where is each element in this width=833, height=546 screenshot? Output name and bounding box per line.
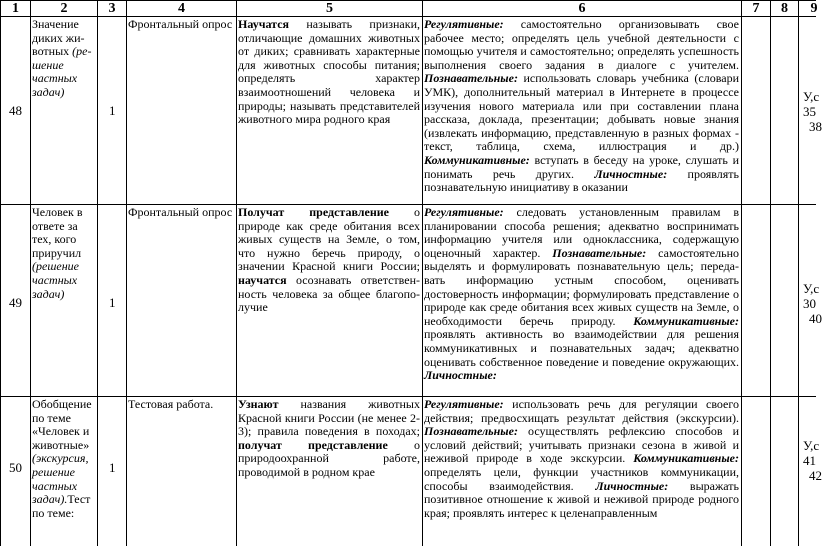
header-col-1: 1 xyxy=(12,1,19,16)
lesson-topic xyxy=(32,18,97,203)
lesson-number: 48 xyxy=(9,103,22,118)
uud-label-personal: Личностные: xyxy=(595,478,669,493)
subject-results-text-2: осознавать ответствен-ность человека за общее благопо-лучие xyxy=(238,272,420,315)
header-col-3: 3 xyxy=(108,1,116,16)
control-form: Фронтальный опрос xyxy=(128,17,233,31)
header-col-8: 8 xyxy=(781,1,788,16)
pages-to: 38 xyxy=(809,119,822,134)
lesson-topic-test: Тест по теме: xyxy=(32,492,91,520)
uud-text-regulative: самостоятельно организовывать свое рабочее место; определять цель учебной деятельности с помощью учителя и самостоятельно; определять успешность выполнения своего задания в диалоге с учителем. xyxy=(424,17,739,72)
subject-results-lead-2: получат представление xyxy=(238,437,388,452)
uud-label-communicative: Коммуникативные: xyxy=(633,451,739,466)
header-col-5: 5 xyxy=(326,1,333,16)
header-col-2: 2 xyxy=(60,1,68,16)
lesson-number: 49 xyxy=(9,295,22,310)
pages-cell xyxy=(803,89,833,137)
uud-text-cognitive: самостоятельно выделять и формулировать познавательную цель; переда-вать информацию устным способом, оценивать достоверность информации; формулировать представление о природе как среде обитания всех живых существ на Земле, о необходимости беречь природу. xyxy=(424,245,739,328)
subject-results-lead: Научатся xyxy=(238,17,290,31)
lesson-hours: 1 xyxy=(109,295,116,310)
uud-results xyxy=(424,18,739,203)
lesson-topic-title: Человек в ответе за тех, кого приручил xyxy=(32,205,83,260)
uud-label-communicative: Коммуникативные: xyxy=(633,313,739,328)
pages-from: 35 xyxy=(803,104,816,119)
control-form: Фронтальный опрос xyxy=(128,205,233,219)
header-col-7: 7 xyxy=(752,1,760,16)
uud-text-cognitive: использовать словарь учебника (словари УМК), дополнительный материал в Интернете в процессе изучения нового материала или при составлении плана рассказа, доклада, презентации; добывать новые знания (извлекать информацию, представленную в разных формах - текст, таблица, схема, иллюстрация и др.) xyxy=(424,71,739,154)
uud-label-cognitive: Познавательные: xyxy=(552,245,647,260)
pages-from: 41 xyxy=(803,453,816,468)
lesson-topic xyxy=(32,398,97,546)
uud-text-regulative: следовать установленным правилам в планировании способа решения; адекватно воспринимать информацию учителя или одноклассника, содержащую оценочный характер. xyxy=(424,205,739,260)
uud-text-communicative: определять цели, функции участников коммуникации, способы взаимодействия. xyxy=(424,464,739,493)
uud-label-cognitive: Познавательные: xyxy=(424,71,518,86)
lesson-number: 50 xyxy=(9,460,22,475)
subject-results-lead-2: научатся xyxy=(238,272,287,287)
uud-text-communicative: проявлять активность во взаимодействии для решения коммуникативных и познавательных задач; адекватно оценивать собственное поведение и поведение окружающих. xyxy=(424,327,739,369)
uud-results xyxy=(424,206,739,395)
uud-label-cognitive: Познавательные: xyxy=(424,424,518,439)
pages-cell xyxy=(803,281,833,329)
lesson-topic xyxy=(32,206,97,395)
lesson-hours: 1 xyxy=(109,103,116,118)
uud-text-communicative: вступать в беседу на уроке, слушать и понимать речь других. xyxy=(424,152,739,181)
uud-text-personal: проявлять познавательную инициативу в оказании xyxy=(424,166,739,195)
pages-cell xyxy=(803,438,833,486)
subject-results xyxy=(238,398,420,546)
uud-results xyxy=(424,398,739,546)
pages-type: У,с xyxy=(803,281,820,296)
uud-text-cognitive: осуществлять рефлексию способов и условий действий; учитывать признаки сезона в живой и неживой природе в ходе экскурсии. xyxy=(424,424,739,466)
lesson-topic-type: (решение частных задач) xyxy=(32,259,79,301)
subject-results-text: называть признаки, отличающие домашних животных от диких; сравнивать характерные для животных способы питания; определять характер взаимоотношений человека и природы; называть представителей животного мира родного края xyxy=(238,17,420,127)
uud-label-personal: Личностные: xyxy=(594,166,668,181)
pages-to: 42 xyxy=(809,468,822,483)
uud-label-communicative: Коммуникативные: xyxy=(424,152,530,167)
lesson-hours: 1 xyxy=(109,460,116,475)
header-col-9: 9 xyxy=(810,1,818,16)
header-col-4: 4 xyxy=(178,1,185,16)
subject-results-lead: Узнают xyxy=(238,397,279,411)
pages-type: У,с xyxy=(803,89,820,104)
header-col-6: 6 xyxy=(578,1,586,16)
uud-label-regulative: Регулятивные: xyxy=(424,397,504,411)
lesson-topic-type: (экскурсия, решение частных задач). xyxy=(32,451,89,507)
pages-to: 40 xyxy=(809,311,822,326)
subject-results-text: названия животных Красной книги России (не менее 2-3); правила поведения в походах; xyxy=(238,397,420,439)
uud-label-personal: Личностные: xyxy=(424,368,497,383)
pages-type: У,с xyxy=(803,438,820,453)
subject-results-lead: Получат представление xyxy=(238,205,389,219)
subject-results xyxy=(238,18,420,203)
subject-results-text-2: о природоохранной работе, проводимой в родном крае xyxy=(238,437,420,479)
subject-results xyxy=(238,206,420,395)
lesson-topic-title: Обобщение по теме «Человек и животные» xyxy=(32,397,92,452)
uud-text-personal: выражать позитивное отношение к живой и неживой природе родного края; проявлять интерес к целенаправленным xyxy=(424,478,739,520)
lesson-topic-title: Значение диких жи-вотных xyxy=(32,17,85,59)
control-form: Тестовая работа. xyxy=(128,397,214,411)
uud-text-regulative: использовать речь для регуляции своего действия; предвосхищать результат действия (экскурсии). xyxy=(424,397,739,425)
lesson-topic-type: (ре-шение частных задач) xyxy=(32,44,92,99)
subject-results-text: о природе как среде обитания всех живых существ на Земле, о том, что нужно беречь природу, о значении Красной книги России; xyxy=(238,205,420,274)
pages-from: 30 xyxy=(803,296,816,311)
uud-label-regulative: Регулятивные: xyxy=(424,17,504,31)
uud-label-regulative: Регулятивные: xyxy=(424,205,504,219)
